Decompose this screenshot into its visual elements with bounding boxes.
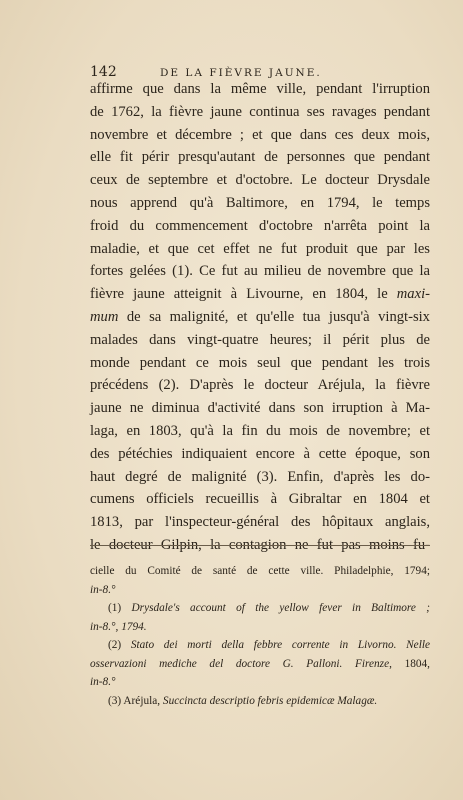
body-line: cumens officiels recueillis à Gibraltar en 1804 et bbox=[90, 491, 430, 508]
italic-word: mum bbox=[90, 308, 119, 325]
footnote-1-cont: in-8.°, 1794. bbox=[90, 620, 147, 633]
body-line-with-italic bbox=[90, 283, 430, 306]
running-title: DE LA FIÈVRE JAUNE. bbox=[160, 67, 322, 79]
footnote-1 bbox=[90, 599, 430, 618]
body-line: fortes gelées (1). Ce fut au milieu de novembre que la bbox=[90, 263, 430, 280]
footnote-number: (1) bbox=[108, 602, 122, 614]
italic-word: maxi- bbox=[396, 286, 430, 303]
body-line: des pétéchies indiquaient encore à cette époque, son bbox=[90, 445, 430, 462]
body-line-text: fièvre jaune atteignit à Livourne, en 1804, le bbox=[90, 286, 388, 303]
footnote-title: Succincta descriptio febris epidemicæ Malagæ. bbox=[162, 694, 378, 707]
body-line: novembre et décembre ; et que dans ces deux mois, bbox=[90, 126, 430, 143]
body-line: malades dans vingt-quatre heures; il périt plus de bbox=[90, 331, 430, 348]
footnote-2-cont: in-8.° bbox=[90, 676, 116, 688]
body-line: nous apprend qu'à Baltimore, en 1794, le temps bbox=[90, 194, 430, 211]
body-line-with-italic bbox=[90, 306, 430, 329]
footnote-2 bbox=[90, 636, 430, 655]
body-line: 1813, par l'inspecteur-général des hôpitaux anglais, bbox=[90, 514, 430, 531]
footnote-3 bbox=[90, 692, 430, 711]
body-line: précédens (2). D'après le docteur Aréjula, la fièvre bbox=[90, 377, 430, 394]
footnote-title: Drysdale's account of the yellow fever in Baltimore ; bbox=[131, 602, 430, 614]
body-line: jaune ne diminua d'activité dans son irruption à Ma- bbox=[90, 400, 430, 417]
body-line: ceux de septembre et d'octobre. Le docteur Drysdale bbox=[90, 172, 430, 189]
body-line: elle fit périr presqu'autant de personnes que pendant bbox=[90, 149, 430, 166]
footnote-continuation: cielle du Comité de santé de cette ville. Philadelphie, 1794; bbox=[90, 565, 430, 577]
footnote-title: osservazioni mediche del doctore G. Palloni. Firenze bbox=[90, 657, 390, 670]
footnote-title: Stato dei morti della febbre corrente in Livorno. Nelle bbox=[130, 639, 430, 651]
footnote-number: (2) bbox=[108, 639, 122, 651]
body-line: le docteur Gilpin, la contagion ne fut pas moins fu- bbox=[90, 536, 430, 553]
body-line: froid du commencement d'octobre n'arrêta point la bbox=[90, 217, 430, 234]
page-number: 142 bbox=[90, 64, 117, 80]
footnote-rule bbox=[90, 545, 430, 546]
body-line: affirme que dans la même ville, pendant l'irruption bbox=[90, 81, 430, 97]
body-line: maladie, et que cet effet ne fut produit que par les bbox=[90, 240, 430, 257]
footnote-continuation: in-8.° bbox=[90, 583, 116, 596]
body-line-text: de sa malignité, et qu'elle tua jusqu'à vingt-six bbox=[126, 308, 430, 325]
footnote-2-cont bbox=[90, 655, 430, 674]
footnotes bbox=[90, 562, 430, 710]
body-line: monde pendant ce mois seul que pendant les trois bbox=[90, 354, 430, 371]
footnote-author: Aréjula, bbox=[123, 694, 161, 707]
body-line: de 1762, la fièvre jaune continua ses ravages pendant bbox=[90, 103, 430, 120]
body-text bbox=[90, 78, 430, 557]
footnote-date: , 1804, bbox=[389, 657, 430, 670]
footnote-number: (3) bbox=[108, 694, 122, 707]
body-line: laga, en 1803, qu'à la fin du mois de novembre; et bbox=[90, 422, 430, 439]
body-line: haut degré de malignité (3). Enfin, d'après les do- bbox=[90, 468, 430, 485]
